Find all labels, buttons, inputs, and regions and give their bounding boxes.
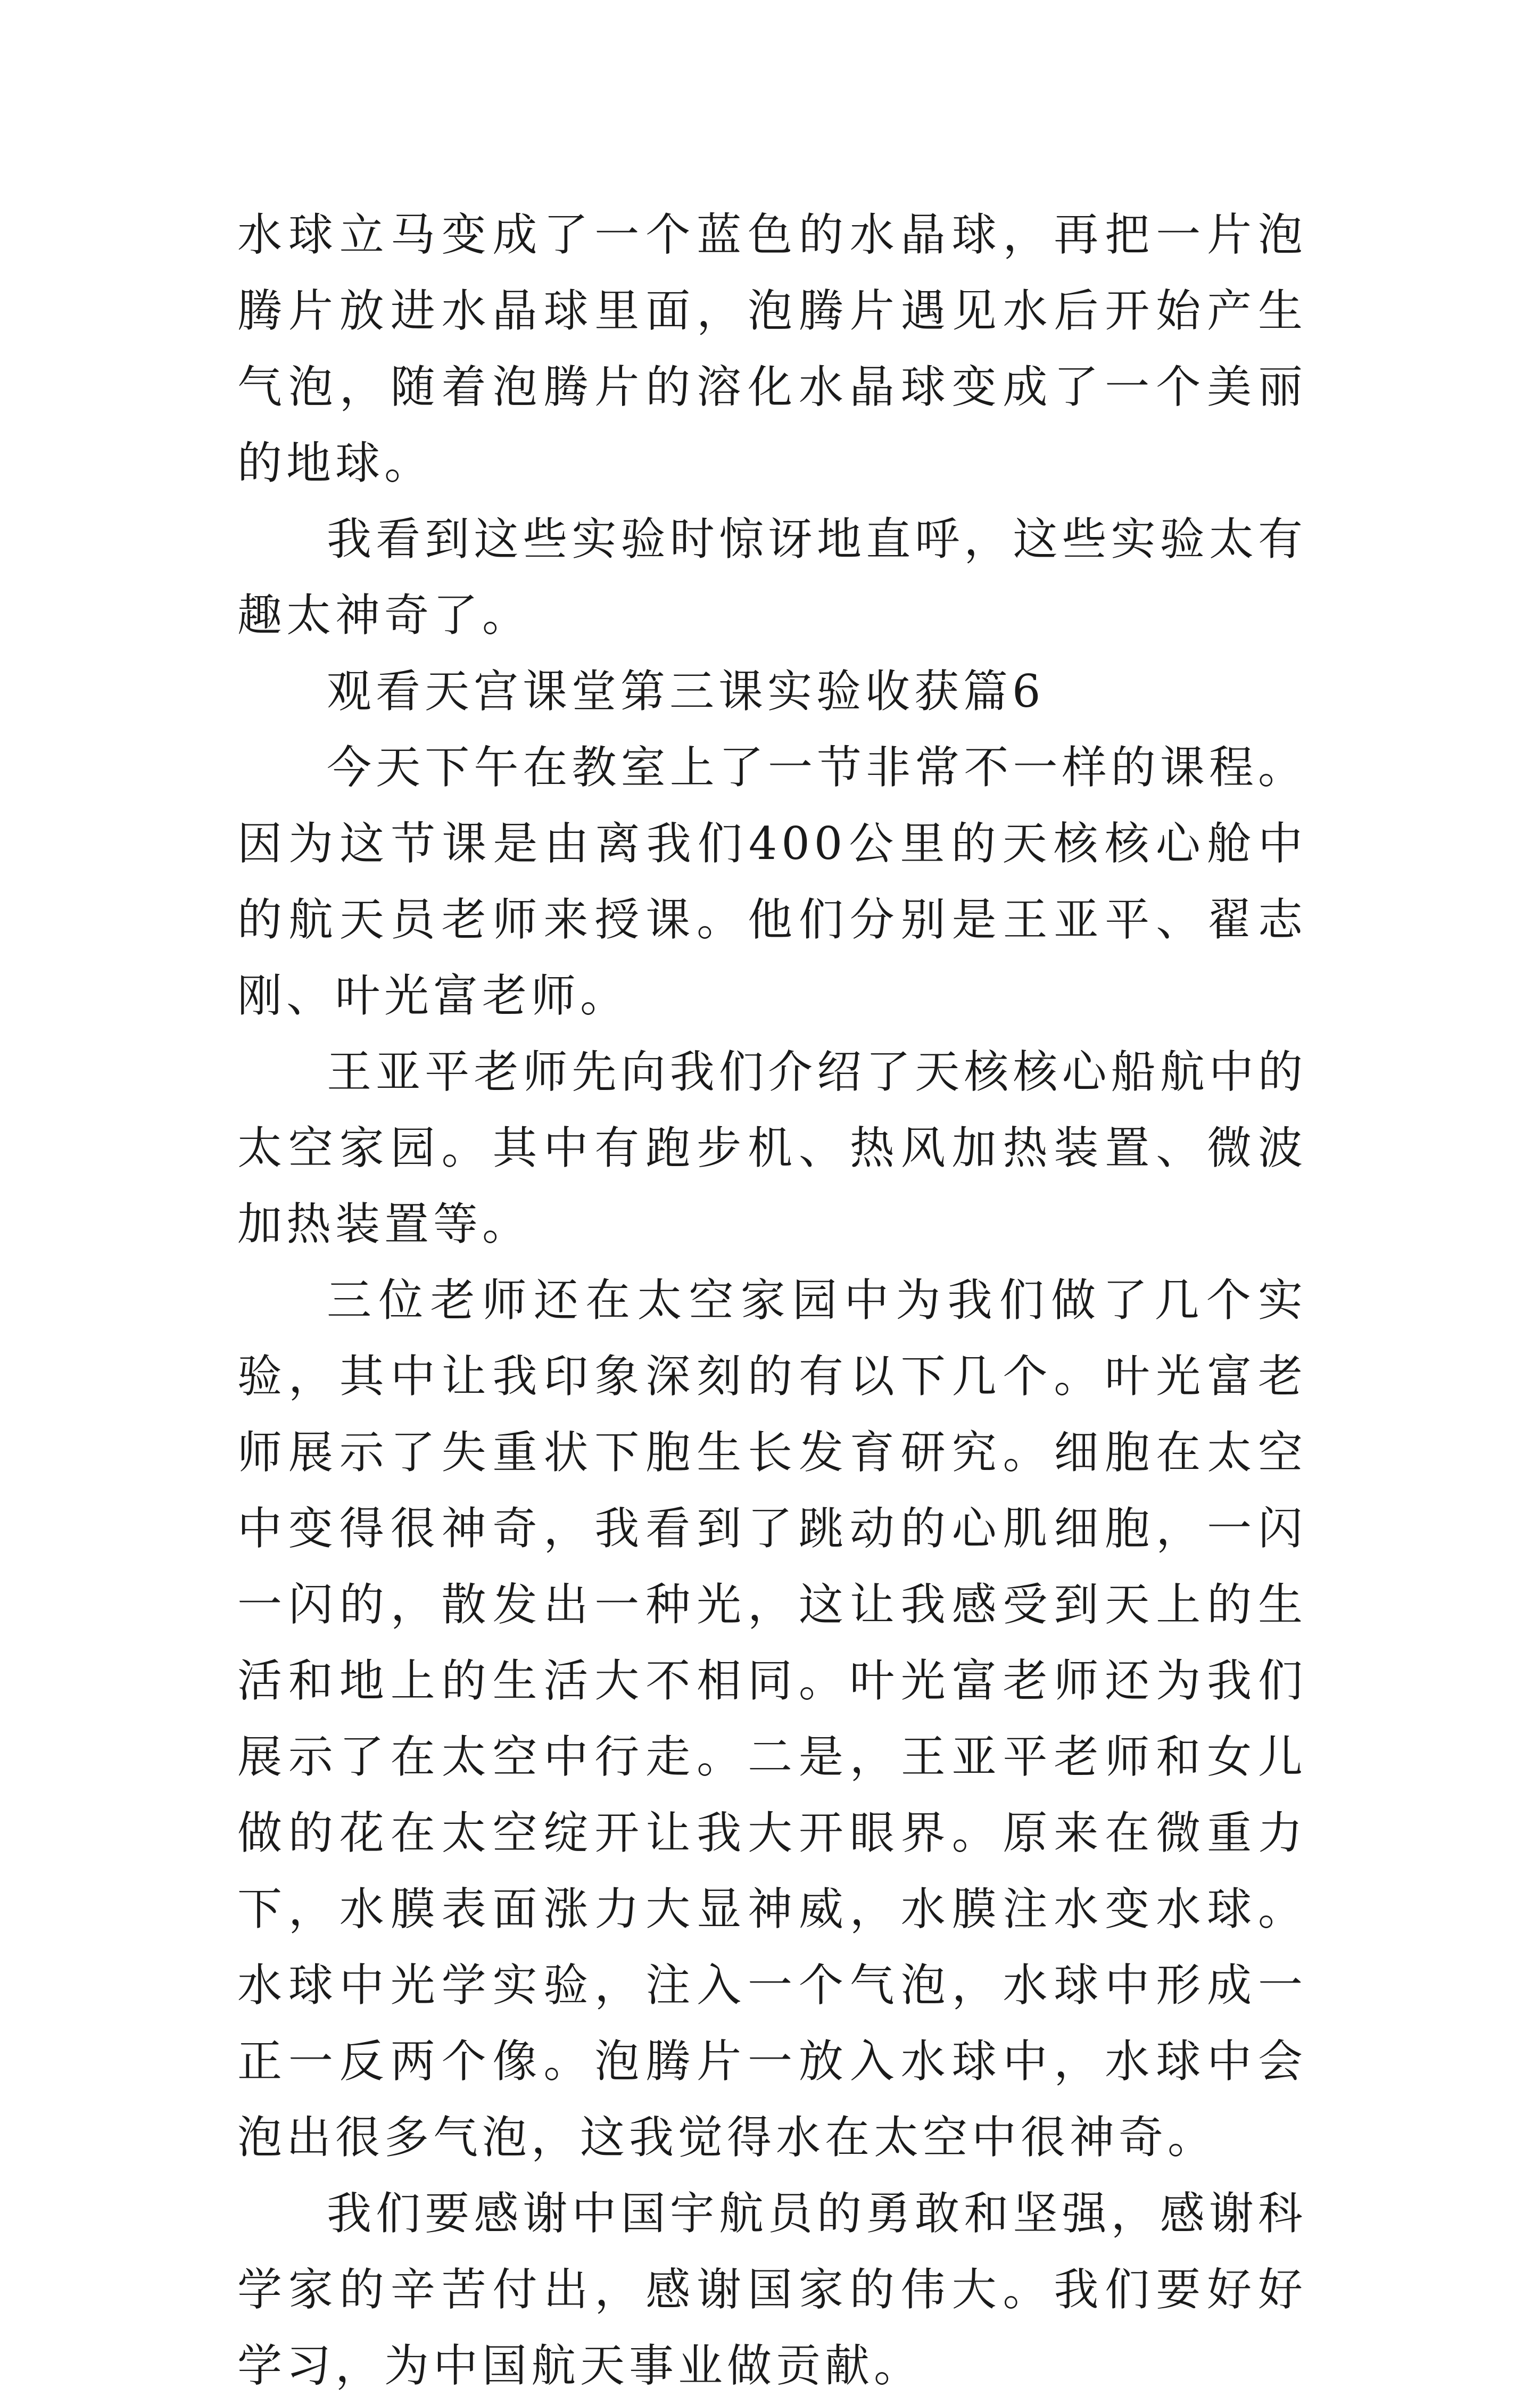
paragraph: 王亚平老师先向我们介绍了天核核心船航中的太空家园。其中有跑步机、热风加热装置、微波加热装置等。 xyxy=(237,1046,1307,1250)
paragraph: 我们要感谢中国宇航员的勇敢和坚强，感谢科学家的辛苦付出，感谢国家的伟大。我们要好好学习，为中国航天事业做贡献。 xyxy=(237,2187,1307,2392)
document-body xyxy=(237,197,1307,2404)
section-heading: 观看天宫课堂第三课实验收获篇6 xyxy=(327,665,1045,717)
paragraph: 我看到这些实验时惊讶地直呼，这些实验太有趣太神奇了。 xyxy=(237,513,1307,641)
paragraph-continued: 水球立马变成了一个蓝色的水晶球，再把一片泡腾片放进水晶球里面，泡腾片遇见水后开始产生气泡，随着泡腾片的溶化水晶球变成了一个美丽的地球。 xyxy=(237,209,1307,489)
paragraph: 三位老师还在太空家园中为我们做了几个实验，其中让我印象深刻的有以下几个。叶光富老师展示了失重状下胞生长发育研究。细胞在太空中变得很神奇，我看到了跳动的心肌细胞，一闪一闪的，散发出一种光，这让我感受到天上的生活和地上的生活大不相同。叶光富老师还为我们展示了在太空中行走。二是，王亚平老师和女儿做的花在太空绽开让我大开眼界。原来在微重力下，水膜表面涨力大显神威，水膜注水变水球。水球中光学实验，注入一个气泡，水球中形成一正一反两个像。泡腾片一放入水球中，水球中会泡出很多气泡，这我觉得水在太空中很神奇。 xyxy=(237,1274,1307,2163)
paragraph: 今天下午在教室上了一节非常不一样的课程。因为这节课是由离我们400公里的天核核心舱中的航天员老师来授课。他们分别是王亚平、翟志刚、叶光富老师。 xyxy=(237,741,1307,1022)
